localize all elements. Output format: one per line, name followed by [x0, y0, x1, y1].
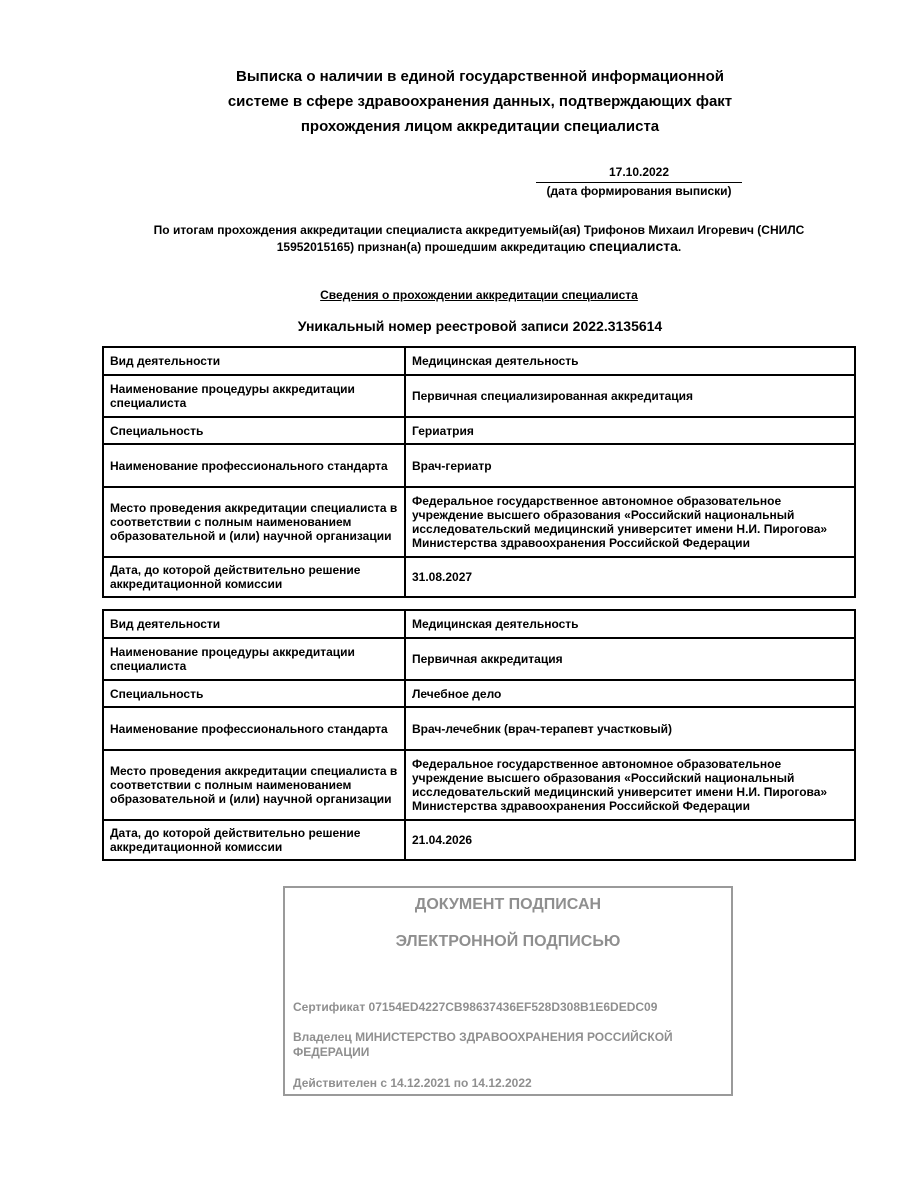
row-value: 31.08.2027 [405, 557, 855, 597]
intro-paragraph [124, 222, 834, 255]
row-label: Место проведения аккредитации специалиста в соответствии с полным наименованием образовательной и (или) научной организации [103, 487, 405, 557]
date-value: 17.10.2022 [536, 164, 742, 183]
signature-owner: Владелец МИНИСТЕРСТВО ЗДРАВООХРАНЕНИЯ РОССИЙСКОЙ ФЕДЕРАЦИИ [293, 1030, 673, 1059]
row-label: Место проведения аккредитации специалиста в соответствии с полным наименованием образовательной и (или) научной организации [103, 750, 405, 820]
row-value: Лечебное дело [405, 680, 855, 707]
intro-line [124, 238, 834, 255]
title-line: прохождения лицом аккредитации специалиста [300, 118, 660, 135]
accreditation-table [102, 609, 856, 861]
table-row [103, 557, 855, 597]
row-value: Федеральное государственное автономное образовательное учреждение высшего образования «Российский национальный исследовательский медицинский университет имени Н.И. Пирогова» Министерства здравоохранения Российской Федерации [405, 750, 855, 820]
registry-number: Уникальный номер реестровой записи 2022.3135614 [297, 318, 663, 334]
signature-certificate: Сертификат 07154ED4227CB98637436EF528D308B1E6DEDC09 [293, 1000, 658, 1014]
intro-specialist: специалиста [588, 238, 678, 254]
row-label: Специальность [103, 417, 405, 444]
row-label: Вид деятельности [103, 610, 405, 638]
signature-subheading: ЭЛЕКТРОННОЙ ПОДПИСЬЮ [395, 933, 621, 950]
table-row [103, 750, 855, 820]
intro-text: 15952015165) признан(а) прошедшим аккредитацию [276, 240, 586, 254]
row-value: Федеральное государственное автономное образовательное учреждение высшего образования «Российский национальный исследовательский медицинский университет имени Н.И. Пирогова» Министерства здравоохранения Российской Федерации [405, 487, 855, 557]
signature-heading: ДОКУМЕНТ ПОДПИСАН [414, 896, 602, 913]
row-label: Вид деятельности [103, 347, 405, 375]
intro-line: По итогам прохождения аккредитации специалиста аккредитуемый(ая) Трифонов Михаил Игоревич (СНИЛС [153, 223, 805, 237]
row-label: Дата, до которой действительно решение аккредитационной комиссии [103, 557, 405, 597]
row-label: Специальность [103, 680, 405, 707]
row-value: Медицинская деятельность [405, 347, 855, 375]
table-row [103, 820, 855, 860]
electronic-signature-stamp [283, 886, 733, 1096]
intro-period: . [677, 240, 682, 254]
date-caption: (дата формирования выписки) [546, 184, 732, 198]
table-row [103, 444, 855, 487]
accreditation-table [102, 346, 856, 598]
table-row [103, 347, 855, 375]
row-value: Первичная специализированная аккредитация [405, 375, 855, 417]
table-row [103, 638, 855, 680]
row-value: Медицинская деятельность [405, 610, 855, 638]
row-value: Врач-гериатр [405, 444, 855, 487]
section-title: Сведения о прохождении аккредитации специалиста [320, 288, 638, 302]
row-label: Наименование процедуры аккредитации специалиста [103, 638, 405, 680]
table-row [103, 680, 855, 707]
row-value: 21.04.2026 [405, 820, 855, 860]
row-value: Гериатрия [405, 417, 855, 444]
table-row [103, 707, 855, 750]
document-title [150, 64, 810, 139]
row-label: Наименование процедуры аккредитации специалиста [103, 375, 405, 417]
row-label: Наименование профессионального стандарта [103, 707, 405, 750]
row-label: Дата, до которой действительно решение аккредитационной комиссии [103, 820, 405, 860]
title-line: системе в сфере здравоохранения данных, подтверждающих факт [227, 93, 733, 110]
signature-validity: Действителен с 14.12.2021 по 14.12.2022 [293, 1076, 532, 1090]
table-row [103, 487, 855, 557]
title-line: Выписка о наличии в единой государственной информационной [236, 68, 724, 85]
row-value: Первичная аккредитация [405, 638, 855, 680]
table-row [103, 375, 855, 417]
statement-date [536, 164, 742, 200]
table-row [103, 417, 855, 444]
table-row [103, 610, 855, 638]
row-label: Наименование профессионального стандарта [103, 444, 405, 487]
row-value: Врач-лечебник (врач-терапевт участковый) [405, 707, 855, 750]
